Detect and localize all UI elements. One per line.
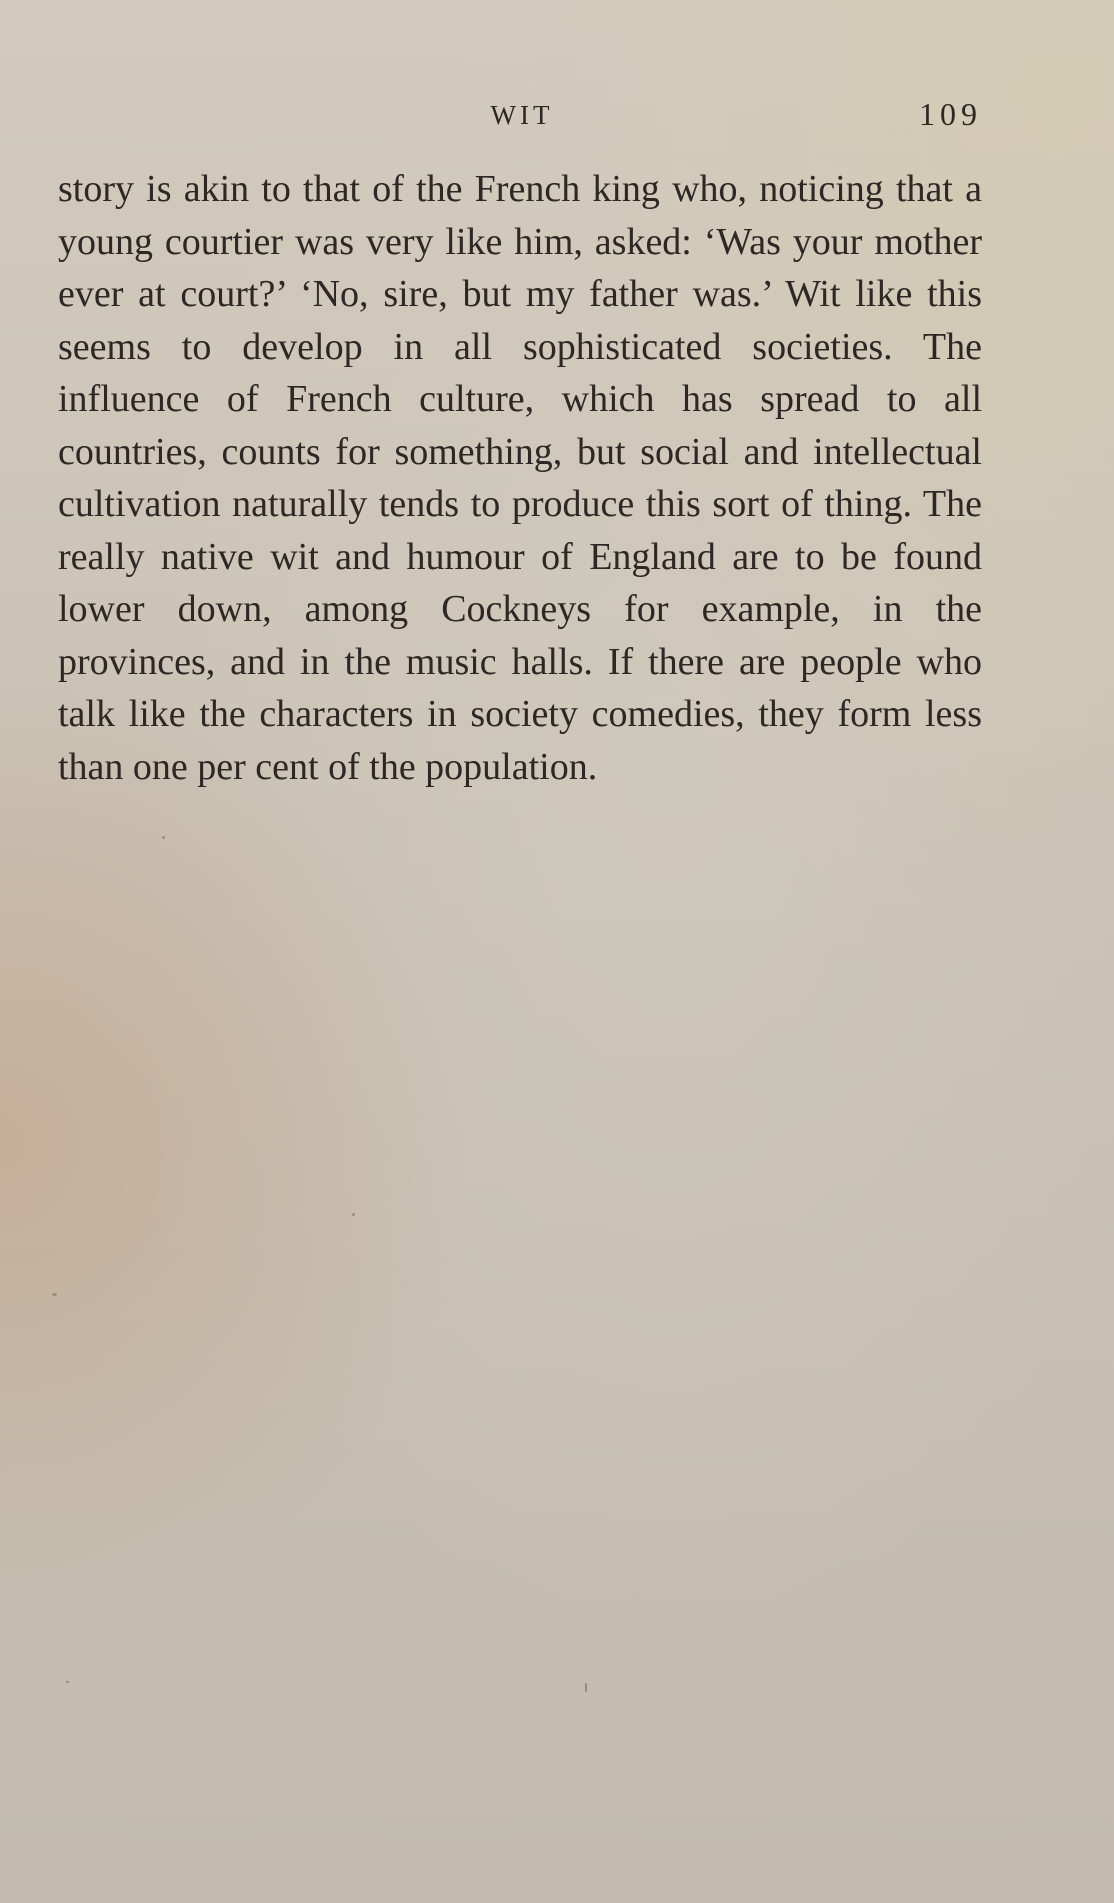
running-head-title: WIT [490, 100, 554, 130]
running-head [58, 96, 986, 136]
paper-speck [162, 836, 165, 839]
paper-speck [585, 1683, 587, 1692]
paper-speck [66, 1681, 69, 1683]
paper-speck [352, 1213, 355, 1216]
body-paragraph: story is akin to that of the French king who, noticing that a young courtier was very like him, asked: ‘Was your mother ever at court?’ ‘No, sire, but my father was.’ Wit like this seems to develop in all sophisticated societies. The influence of French culture, which has spread to all countries, counts for something, but social and intellectual cultivation naturally tends to produce this sort of thing. The really native wit and humour of England are to be found lower down, among Cockneys for example, in the provinces, and in the music halls. If there are people who talk like the characters in society comedies, they form less than one per cent of the population. [58, 168, 982, 788]
paper-speck [52, 1293, 57, 1296]
page-number: 109 [919, 96, 982, 132]
